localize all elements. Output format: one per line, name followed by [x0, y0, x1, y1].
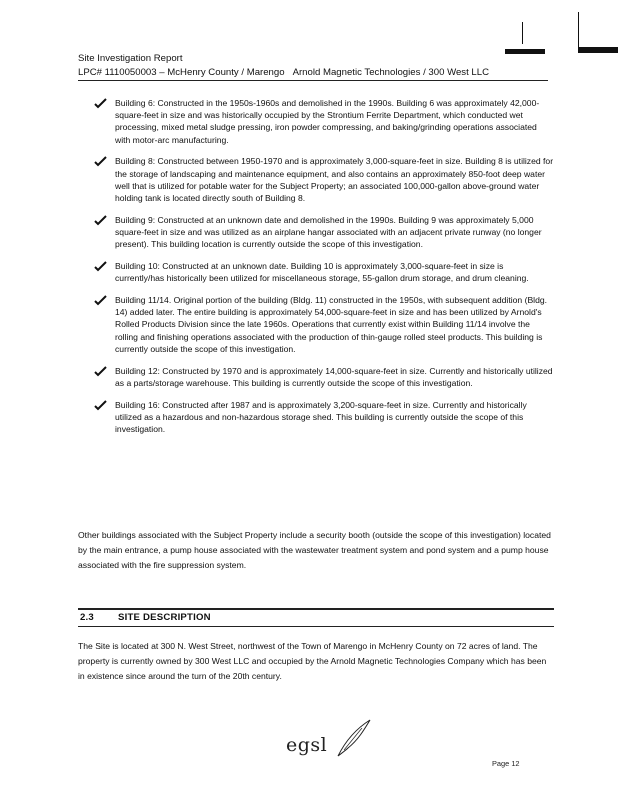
list-item-text: Building 11/14. Original portion of the building (Bldg. 11) constructed in the 1950s, with subsequent addition (Bldg. 14) added later. The entire building is approximately 54,000-square-feet in size and has been utilized by Arnold's Rolled Products Division since the late 1960s. Operations that currently exist within Building 11/14 involve the rolling and finishing operations associated with the production of thin-gauge rolled steel products. This building is currently outside the scope of this investigation.: [115, 295, 548, 354]
section-number: 2.3: [80, 612, 94, 623]
section-divider-top: [78, 608, 554, 610]
checkmark-icon: [94, 399, 108, 411]
checkmark-icon: [94, 97, 108, 109]
list-item: [94, 155, 554, 204]
list-item: [94, 294, 554, 355]
company-name: Arnold Magnetic Technologies / 300 West LLC: [292, 67, 490, 78]
building-list: [94, 97, 554, 445]
list-item: [94, 97, 554, 146]
list-item: [94, 214, 554, 251]
checkmark-icon: [94, 365, 108, 377]
section-heading: [80, 612, 211, 623]
header-divider: [78, 80, 548, 81]
company-logo: [286, 718, 376, 768]
section-title: SITE DESCRIPTION: [118, 612, 211, 623]
checkmark-icon: [94, 214, 108, 226]
page-header: [78, 52, 548, 80]
checkmark-icon: [94, 294, 108, 306]
report-title: Site Investigation Report: [78, 53, 183, 64]
list-item: [94, 399, 554, 436]
site-description-paragraph: The Site is located at 300 N. West Street, northwest of the Town of Marengo in McHenry County on 72 acres of land. The property is currently owned by 300 West LLC and occupied by the Arnold Magnetic Technologies Company which has been in existence since around the turn of the 20th century.: [78, 641, 547, 682]
quill-icon: [336, 718, 372, 758]
logo-text: egsl: [286, 734, 328, 756]
report-subtitle: [78, 66, 548, 80]
page-number: Page 12: [492, 759, 520, 768]
other-buildings-paragraph: Other buildings associated with the Subject Property include a security booth (outside the scope of this investigation) located by the main entrance, a pump house associated with the wastewater treatment system and pond system and a pump house associated with the fire suppression system.: [78, 530, 551, 571]
checkmark-icon: [94, 155, 108, 167]
scan-mark: [578, 12, 579, 52]
scan-mark: [522, 22, 523, 44]
list-item-text: Building 8: Constructed between 1950-1970 and is approximately 3,000-square-feet in size. Building 8 is utilized for the storage of landscaping and maintenance equipment, and also contains an approximately 850-foot deep water well that is utilized for potable water for the Subject Property; an associated 100,000-gallon above-ground water holding tank is located directly south of Building 8.: [115, 156, 554, 204]
scan-mark: [578, 47, 618, 53]
list-item: [94, 260, 554, 284]
list-item-text: Building 9: Constructed at an unknown date and demolished in the 1990s. Building 9 was approximately 5,000 square-feet in size and was utilized as an airplane hangar associated with an adjacent private runway (no longer present). This building location is currently outside the scope of this investigation.: [115, 214, 542, 250]
list-item: [94, 365, 554, 389]
list-item-text: Building 12: Constructed by 1970 and is approximately 14,000-square-feet in size. Currently and historically utilized as a parts/storage warehouse. This building is currently outside the scope of this investigation.: [115, 365, 553, 388]
list-item-text: Building 16: Constructed after 1987 and is approximately 3,200-square-feet in size. Currently and historically utilized as a hazardous and non-hazardous storage shed. This building is currently outside the scope of this investigation.: [115, 399, 527, 435]
project-id: LPC# 1110050003 – McHenry County / Marengo: [78, 67, 285, 78]
checkmark-icon: [94, 260, 108, 272]
list-item-text: Building 6: Constructed in the 1950s-1960s and demolished in the 1990s. Building 6 was approximately 42,000-square-feet in size and was historically occupied by the Strontium Ferrite Department, which conducted wet processing, mixed metal sludge pressing, iron powder compressing, and baking/grinding operations associated with motor-arc manufacturing.: [115, 98, 540, 145]
section-divider-bottom: [78, 626, 554, 627]
list-item-text: Building 10: Constructed at an unknown date. Building 10 is approximately 3,000-square-feet in size is currently/has historically been utilized for miscellaneous storage, 55-gallon drum storage, and drum cleaning.: [115, 261, 529, 284]
